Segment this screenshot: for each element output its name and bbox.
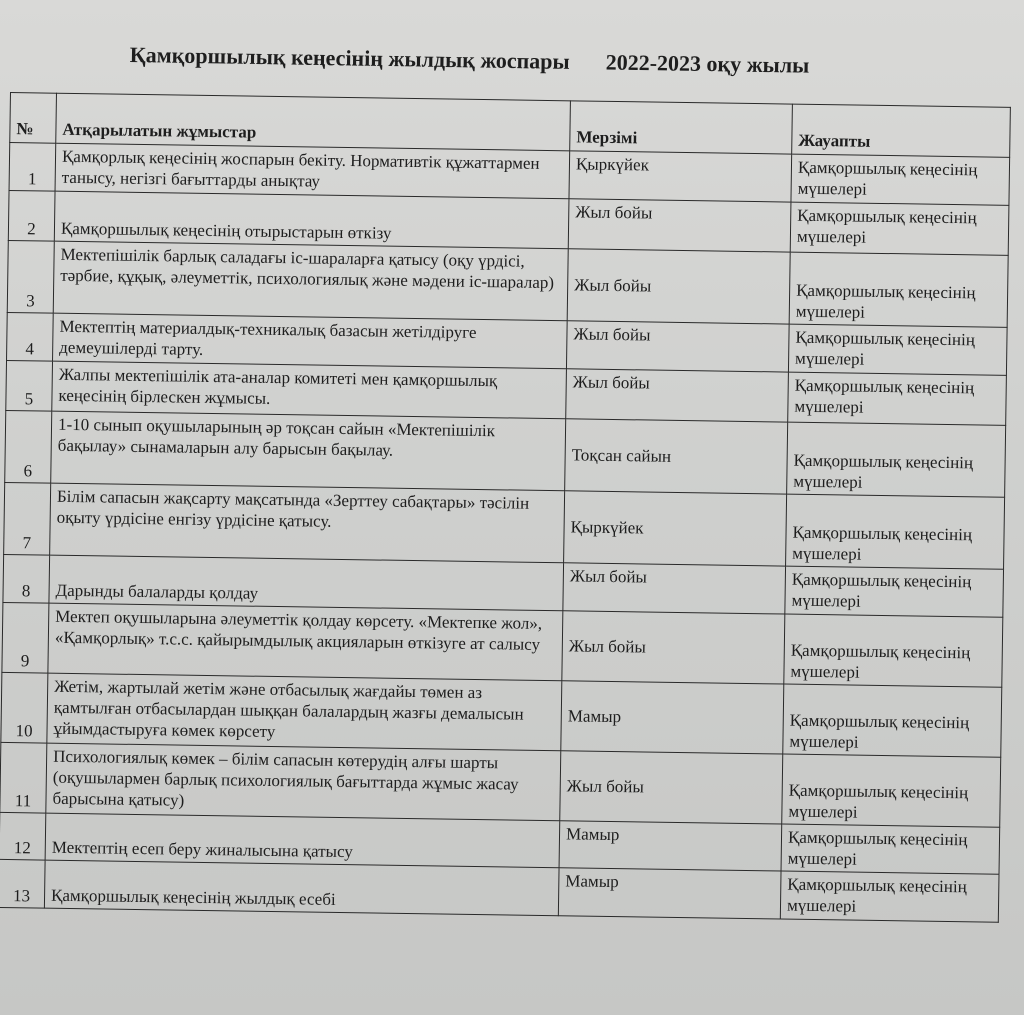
row-date: Мамыр [561, 681, 784, 754]
plan-table [0, 92, 1011, 923]
row-date: Қыркүйек [564, 491, 787, 566]
row-work: Мектептің материалдық-техникалық базасын жетілдіруге демеушілерді тарту. [53, 313, 568, 369]
plan-table-container [0, 92, 1010, 923]
row-number: 1 [9, 143, 56, 192]
row-work: Білім сапасын жақсарту мақсатында «Зерттеу сабақтары» тәсілін оқыту үрдісіне енгізу үрдісіне қатысу. [50, 483, 565, 563]
row-date: Жыл бойы [568, 199, 791, 252]
row-responsible: Қамқоршылық кеңесінің мүшелері [787, 422, 1006, 497]
row-responsible: Қамқоршылық кеңесінің мүшелері [791, 154, 1010, 205]
academic-year: 2022-2023 оқу жылы [605, 49, 810, 78]
row-responsible: Қамқоршылық кеңесінің мүшелері [788, 372, 1007, 425]
header-date: Мерзімі [570, 101, 793, 154]
row-date: Жыл бойы [560, 751, 783, 824]
row-responsible: Қамқоршылық кеңесінің мүшелері [781, 824, 1000, 874]
row-work: Дарынды балаларды қолдау [49, 555, 564, 611]
row-responsible: Қамқоршылық кеңесінің мүшелері [790, 202, 1009, 255]
row-date: Мамыр [559, 821, 782, 871]
row-date: Жыл бойы [567, 249, 790, 324]
row-date: Тоқсан сайын [565, 419, 788, 494]
row-number: 3 [7, 240, 54, 313]
header-number: № [10, 93, 57, 144]
row-date: Жыл бойы [566, 321, 789, 372]
row-number: 2 [8, 190, 55, 241]
row-date: Жыл бойы [562, 611, 785, 684]
row-number: 9 [2, 602, 49, 673]
row-work: Мектептің есеп беру жиналысына қатысу [45, 813, 560, 868]
row-responsible: Қамқоршылық кеңесінің мүшелері [786, 494, 1005, 569]
row-work: Жалпы мектепішілік ата-аналар комитеті мен қамқоршылық кеңесінің бірлескен жұмысы. [52, 361, 567, 419]
row-responsible: Қамқоршылық кеңесінің мүшелері [780, 871, 999, 922]
row-number: 7 [4, 482, 51, 555]
row-date: Мамыр [558, 868, 781, 919]
row-responsible: Қамқоршылық кеңесінің мүшелері [782, 754, 1001, 827]
row-work: 1-10 сынып оқушыларының әр тоқсан сайын «Мектепішілік бақылау» сынамаларын алу барысын бақылау. [51, 411, 566, 491]
row-number: 5 [6, 360, 53, 411]
row-responsible: Қамқоршылық кеңесінің мүшелері [784, 614, 1003, 687]
header-responsible: Жауапты [792, 104, 1011, 157]
row-work: Қамқоршылық кеңесінің жылдық есебі [44, 860, 559, 916]
row-date: Жыл бойы [566, 369, 789, 422]
title-text: Қамқоршылық кеңесінің жылдық жоспары [129, 42, 570, 74]
row-responsible: Қамқоршылық кеңесінің мүшелері [788, 324, 1007, 375]
row-responsible: Қамқоршылық кеңесінің мүшелері [785, 566, 1004, 617]
row-number: 11 [0, 742, 47, 813]
row-number: 8 [3, 554, 50, 603]
row-number: 13 [0, 859, 45, 908]
row-date: Қыркүйек [569, 151, 792, 202]
row-work: Психологиялық көмек – білім сапасын көтерудің алғы шарты (оқушылармен барлық психологиялық бағыттарда жұмыс жасау барысына қатысу) [46, 743, 561, 821]
row-date: Жыл бойы [563, 563, 786, 614]
row-responsible: Қамқоршылық кеңесінің мүшелері [783, 684, 1002, 757]
row-number: 6 [5, 410, 52, 483]
row-work: Мектеп оқушыларына әлеуметтік қолдау көрсету. «Мектепке жол», «Қамқорлық» т.с.с. қайырымдылық акцияларын өткізуге ат салысу [48, 603, 563, 681]
row-responsible: Қамқоршылық кеңесінің мүшелері [789, 252, 1008, 327]
row-work: Қамқорлық кеңесінің жоспарын бекіту. Нормативтік құжаттармен танысу, негізгі бағыттарды анықтау [55, 143, 570, 199]
header-work: Атқарылатын жұмыстар [56, 93, 571, 151]
row-work: Мектепішілік барлық саладағы іс-шараларға қатысу (оқу үрдісі, тәрбие, құқық, әлеуметтік, психологиялық және мәдени іс-шаралар) [53, 241, 568, 321]
row-number: 4 [7, 312, 54, 361]
row-work: Қамқоршылық кеңесінің отырыстарын өткізу [54, 191, 569, 249]
row-number: 10 [1, 672, 48, 743]
document-title [130, 42, 960, 81]
row-work: Жетім, жартылай жетім және отбасылық жағдайы төмен аз қамтылған отбасылардан шыққан балалардың жазғы демалысын ұйымдастыруға көмек көрсету [47, 673, 562, 751]
row-number: 12 [0, 812, 46, 860]
